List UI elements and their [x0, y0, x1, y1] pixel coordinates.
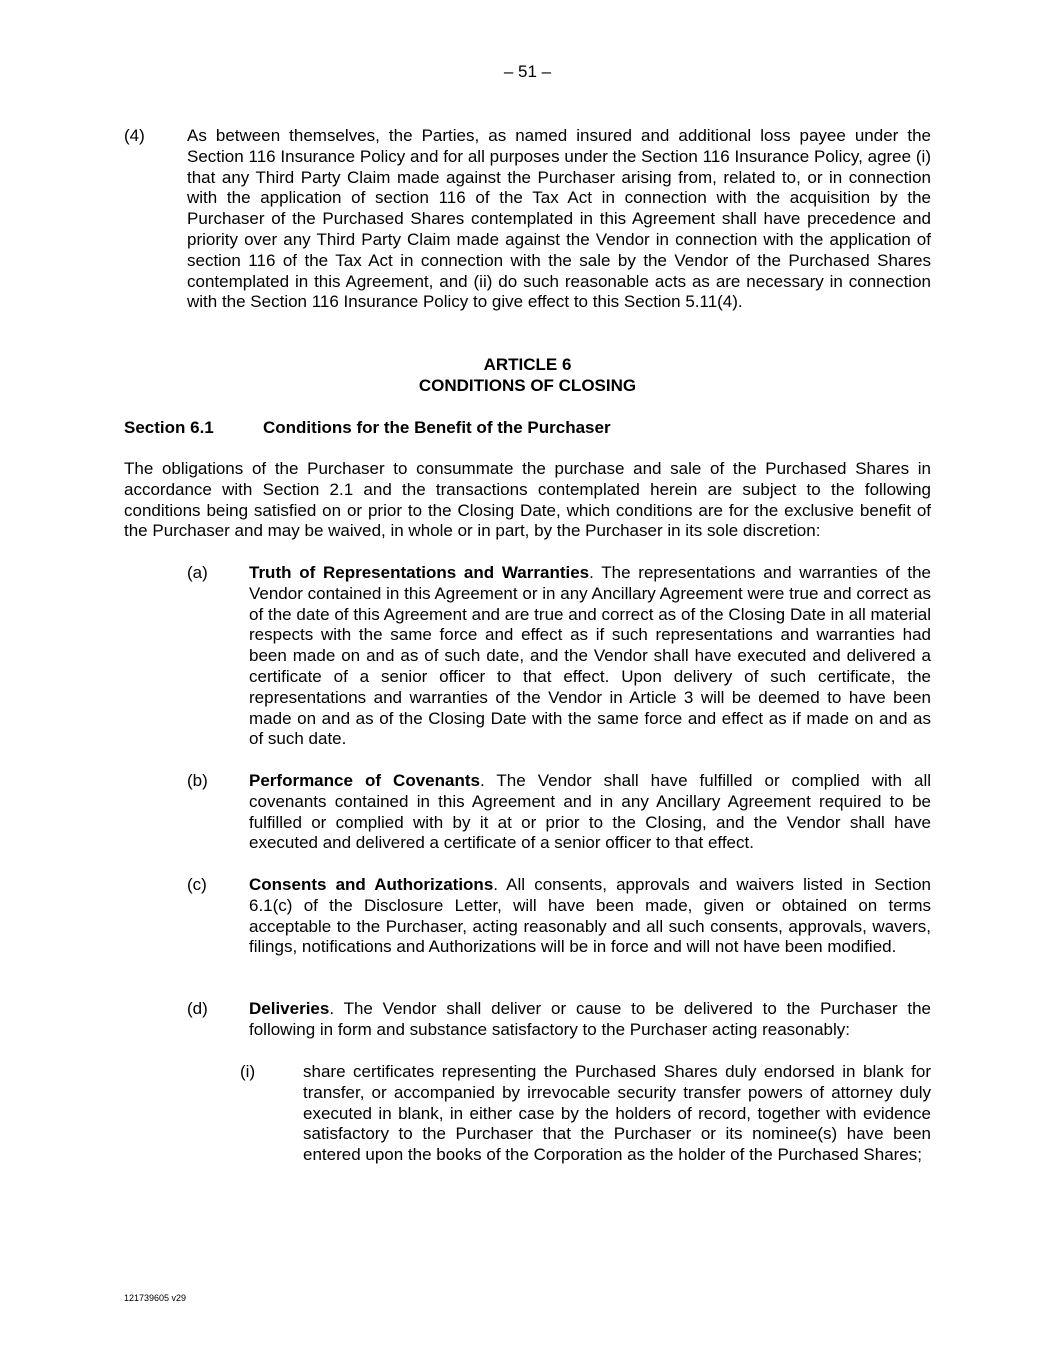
item-b-body: . The Vendor shall have fulfilled or complied with all covenants contained in this Agreement and in any Ancillary Agreement required to be fulfilled or complied with by it at or prior to the Closing, and the Vendor shall have executed and delivered a certificate of a senior officer to that effect.	[249, 771, 931, 853]
item-a-title: Truth of Representations and Warranties	[249, 563, 590, 582]
item-b-label: (b)	[187, 771, 208, 790]
section-title: Conditions for the Benefit of the Purchaser	[263, 418, 611, 437]
item-d-text	[249, 999, 931, 1041]
para-4-label: (4)	[124, 126, 145, 145]
para-4-text: As between themselves, the Parties, as named insured and additional loss payee under the Section 116 Insurance Policy and for all purposes under the Section 116 Insurance Policy, agree (i) that any Third Party Claim made against the Purchaser arising from, related to, or in connection with the application of section 116 of the Tax Act in connection with the acquisition by the Purchaser of the Purchased Shares contemplated in this Agreement shall have precedence and priority over any Third Party Claim made against the Vendor in connection with the application of section 116 of the Tax Act in connection with the sale by the Vendor of the Purchased Shares contemplated in this Agreement, and (ii) do such reasonable acts as are necessary in connection with the Section 116 Insurance Policy to give effect to this Section 5.11(4).	[187, 126, 931, 312]
item-c-body: . All consents, approvals and waivers listed in Section 6.1(c) of the Disclosure Letter, will have been made, given or obtained on terms acceptable to the Purchaser, acting reasonably and all such consents, approvals, wavers, filings, notifications and Authorizations will be in force and will not have been modified.	[249, 875, 931, 957]
intro-paragraph: The obligations of the Purchaser to consummate the purchase and sale of the Purchased Shares in accordance with Section 2.1 and the transactions contemplated herein are subject to the following conditions being satisfied on or prior to the Closing Date, which conditions are for the exclusive benefit of the Purchaser and may be waived, in whole or in part, by the Purchaser in its sole discretion:	[124, 459, 931, 541]
document-id-footer: 121739605 v29	[124, 1293, 187, 1303]
item-a-text	[249, 563, 931, 750]
item-d-title: Deliveries	[249, 999, 330, 1018]
subitem-i-text: share certificates representing the Purchased Shares duly endorsed in blank for transfer, or accompanied by irrevocable security transfer powers of attorney duly executed in blank, in either case by the holders of record, together with evidence satisfactory to the Purchaser that the Purchaser or its nominee(s) have been entered upon the books of the Corporation as the holder of the Purchased Shares;	[303, 1062, 931, 1165]
item-c-title: Consents and Authorizations	[249, 875, 494, 894]
subitem-i-label: (i)	[240, 1062, 256, 1081]
item-d-body: . The Vendor shall deliver or cause to be delivered to the Purchaser the following in form and substance satisfactory to the Purchaser acting reasonably:	[249, 999, 931, 1039]
item-d-label: (d)	[187, 999, 208, 1018]
item-c-text	[249, 875, 931, 958]
item-a-body: . The representations and warranties of the Vendor contained in this Agreement or in any Ancillary Agreement were true and correct as of the date of this Agreement and are true and correct as of the Closing Date in all material respects with the same force and effect as if such representations and warranties had been made on and as of such date, and the Vendor shall have executed and delivered a certificate of a senior officer to that effect. Upon delivery of such certificate, the representations and warranties of the Vendor in Article 3 will be deemed to have been made on and as of the Closing Date with the same force and effect as if made on and as of such date.	[249, 563, 931, 749]
item-c-label: (c)	[187, 875, 207, 894]
section-number: Section 6.1	[124, 418, 214, 437]
page-number: – 51 –	[503, 62, 552, 81]
item-b-text	[249, 771, 931, 854]
article-title: CONDITIONS OF CLOSING	[418, 376, 637, 395]
item-a-label: (a)	[187, 563, 208, 582]
item-b-title: Performance of Covenants	[249, 771, 480, 790]
article-number: ARTICLE 6	[483, 355, 572, 374]
